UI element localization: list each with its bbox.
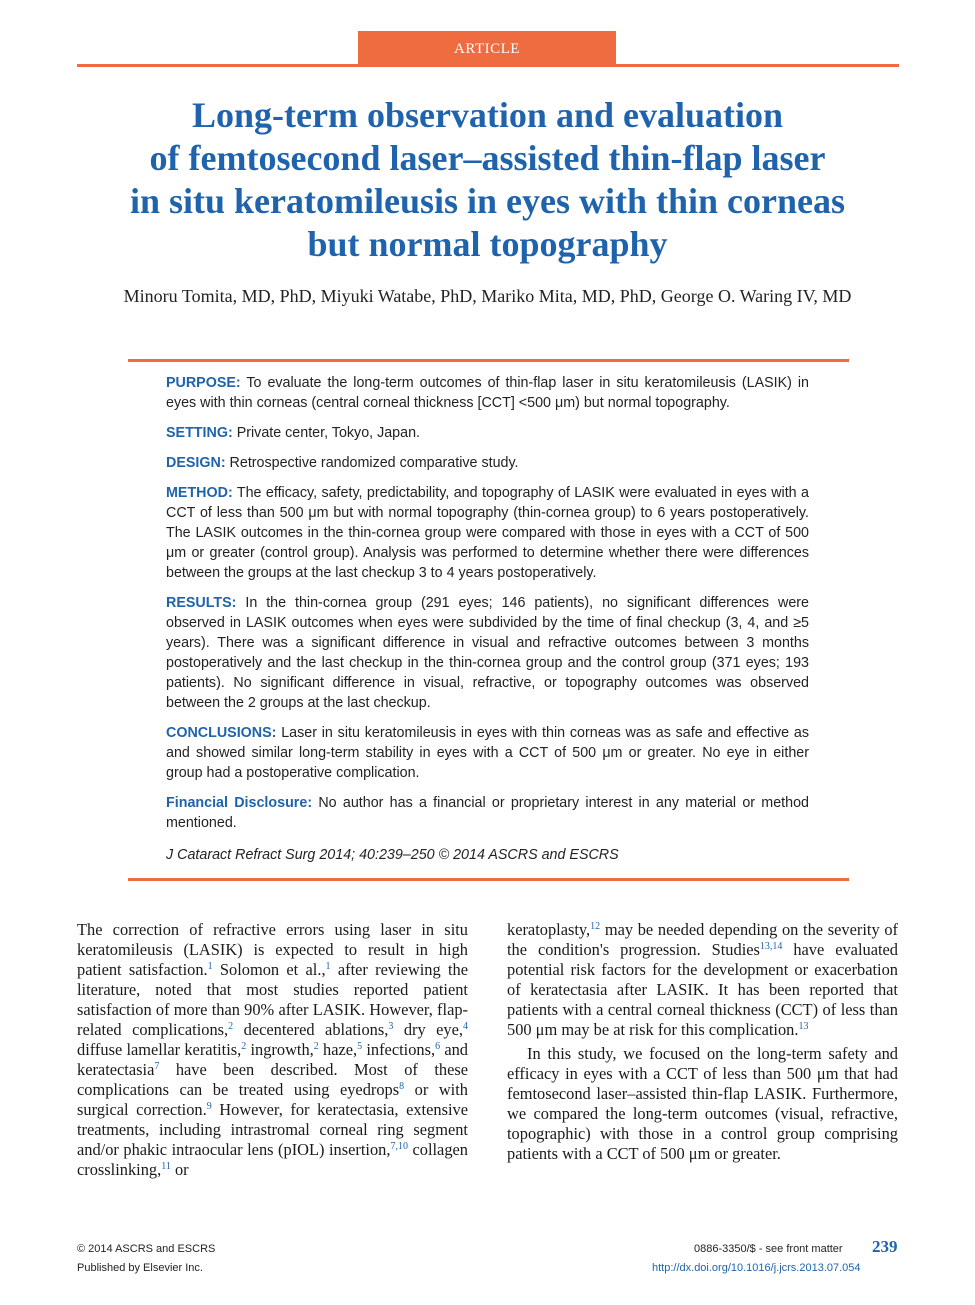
title-line-2: of femtosecond laser–assisted thin-flap laser [149, 138, 826, 178]
body-text: dry eye, [393, 1020, 463, 1039]
footer-copyright: © 2014 ASCRS and ESCRS [77, 1243, 216, 1255]
title-line-4: but normal topography [307, 224, 668, 264]
journal-citation: J Cataract Refract Surg 2014; 40:239–250 © 2014 ASCRS and ESCRS [166, 847, 619, 863]
conclusions-text: Laser in situ keratomileusis in eyes with thin corneas was as safe and effective as and showed similar long-term stability in eyes with a CCT of 500 μm or greater. No eye in either group had a postoperative complication. [166, 725, 809, 781]
abstract-conclusions [166, 723, 809, 783]
reference-link[interactable]: 4 [463, 1021, 468, 1032]
purpose-label: PURPOSE: [166, 375, 241, 391]
article-type-tag: ARTICLE [358, 31, 616, 65]
intro-paragraph-1 [77, 920, 468, 1180]
body-column-right [507, 920, 898, 1164]
intro-paragraph-2: In this study, we focused on the long-term safety and efficacy in eyes with a CCT of less than 500 μm that had femtosecond laser–assisted thin-flap LASIK. Furthermore, we compared the long-term outcomes (visual, refractive, topographic) with those in a control group comprising patients with a CCT of 500 μm or greater. [507, 1044, 898, 1163]
reference-link[interactable]: 12 [590, 921, 601, 932]
reference-link[interactable]: 9 [206, 1101, 212, 1112]
method-text: The efficacy, safety, predictability, and topography of LASIK were evaluated in eyes with a CCT of less than 500 μm but with normal topography (thin-cornea group) to 6 years postoperatively. The LASIK outcomes in the thin-cornea group were compared with those in eyes with a CCT of 500 μm or greater (control group). Analysis was performed to determine whether there were differences between the groups at the last checkup 3 to 4 years postoperatively. [166, 485, 809, 581]
abstract-results [166, 593, 809, 713]
reference-link[interactable]: 5 [357, 1041, 363, 1052]
body-text: have been described. Most of these complications can be treated using eyedrops [77, 1060, 468, 1099]
purpose-text: To evaluate the long-term outcomes of thin-flap laser in situ keratomileusis (LASIK) in eyes with thin corneas (central corneal thickness [CCT] <500 μm) but normal topography. [166, 375, 809, 411]
reference-link[interactable]: 2 [313, 1041, 319, 1052]
reference-link[interactable]: 11 [161, 1161, 171, 1172]
reference-link[interactable]: 2 [228, 1021, 234, 1032]
body-text: ingrowth, [246, 1040, 314, 1059]
body-text: diffuse lamellar keratitis, [77, 1040, 242, 1059]
abstract [166, 373, 809, 875]
reference-link[interactable]: 13,14 [759, 941, 783, 952]
reference-link[interactable]: 3 [388, 1021, 394, 1032]
abstract-top-rule [128, 359, 849, 362]
body-text: However, for keratectasia, extensive treatments, including intrastromal corneal ring segment and/or phakic intraocular lens (pIOL) insertion, [77, 1100, 468, 1159]
design-label: DESIGN: [166, 455, 226, 471]
footer-issn: 0886-3350/$ - see front matter [694, 1243, 843, 1255]
reference-link[interactable]: 6 [435, 1041, 441, 1052]
reference-link[interactable]: 13 [798, 1021, 809, 1032]
page-number: 239 [872, 1237, 898, 1256]
abstract-design [166, 453, 809, 473]
footer-publisher: Published by Elsevier Inc. [77, 1262, 203, 1274]
body-column-left [77, 920, 468, 1180]
conclusions-label: CONCLUSIONS: [166, 725, 277, 741]
reference-link[interactable]: 7,10 [390, 1141, 408, 1152]
reference-link[interactable]: 2 [241, 1041, 247, 1052]
body-text: or with surgical correction. [77, 1080, 468, 1119]
intro-paragraph-1-cont [507, 920, 898, 1040]
doi-link[interactable]: http://dx.doi.org/10.1016/j.jcrs.2013.07.054 [652, 1262, 861, 1274]
title-line-3: in situ keratomileusis in eyes with thin corneas [129, 181, 846, 221]
body-text: and keratectasia [77, 1040, 468, 1079]
body-text: infections, [362, 1040, 436, 1059]
body-text: may be needed depending on the severity of the condition's progression. Studies [507, 920, 898, 959]
abstract-setting [166, 423, 809, 443]
disclosure-text: No author has a financial or proprietary interest in any material or method mentioned. [166, 795, 809, 831]
title-line-1: Long-term observation and evaluation [191, 95, 783, 135]
reference-link[interactable]: 1 [207, 961, 213, 972]
disclosure-label: Financial Disclosure: [166, 795, 313, 811]
method-label: METHOD: [166, 485, 233, 501]
body-text: collagen crosslinking, [77, 1140, 468, 1179]
design-text: Retrospective randomized comparative study. [225, 455, 519, 471]
body-text: Solomon et al., [212, 960, 326, 979]
abstract-disclosure [166, 793, 809, 833]
abstract-method [166, 483, 809, 583]
body-text: decentered ablations, [233, 1020, 389, 1039]
body-text: after reviewing the literature, noted that most studies reported patient satisfaction of more than 90% after LASIK. However, flap-related complications, [77, 960, 468, 1039]
abstract-purpose [166, 373, 809, 413]
body-text: or [170, 1160, 189, 1179]
article-title [60, 94, 915, 266]
header-rule [77, 64, 899, 67]
body-text: have evaluated potential risk factors for the development or exacerbation of keratectasia after LASIK. It has been reported that patients with a central corneal thickness (CCT) of less than 500 μm may be at risk for this complication. [507, 940, 898, 1039]
setting-label: SETTING: [166, 425, 233, 441]
reference-link[interactable]: 7 [154, 1061, 160, 1072]
abstract-bottom-rule [128, 878, 849, 881]
body-text: keratoplasty, [507, 920, 591, 939]
author-list: Minoru Tomita, MD, PhD, Miyuki Watabe, PhD, Mariko Mita, MD, PhD, George O. Waring IV, MD [123, 286, 852, 306]
setting-text: Private center, Tokyo, Japan. [232, 425, 421, 441]
reference-link[interactable]: 1 [325, 961, 331, 972]
reference-link[interactable]: 8 [399, 1081, 405, 1092]
body-text: The correction of refractive errors using laser in situ keratomileusis (LASIK) is expected to result in high patient satisfaction. [77, 920, 468, 979]
results-label: RESULTS: [166, 595, 237, 611]
body-text: haze, [318, 1040, 358, 1059]
results-text: In the thin-cornea group (291 eyes; 146 patients), no significant differences were observed in LASIK outcomes when eyes were subdivided by the time of final checkup (3, 4, and ≥5 years). There was a significant difference in visual and refractive outcomes between 3 months postoperatively and the last checkup in the thin-cornea group and the control group (371 eyes; 193 patients). No significant difference in visual, refractive, or topography outcomes was observed between the 2 groups at the last checkup. [166, 595, 809, 711]
